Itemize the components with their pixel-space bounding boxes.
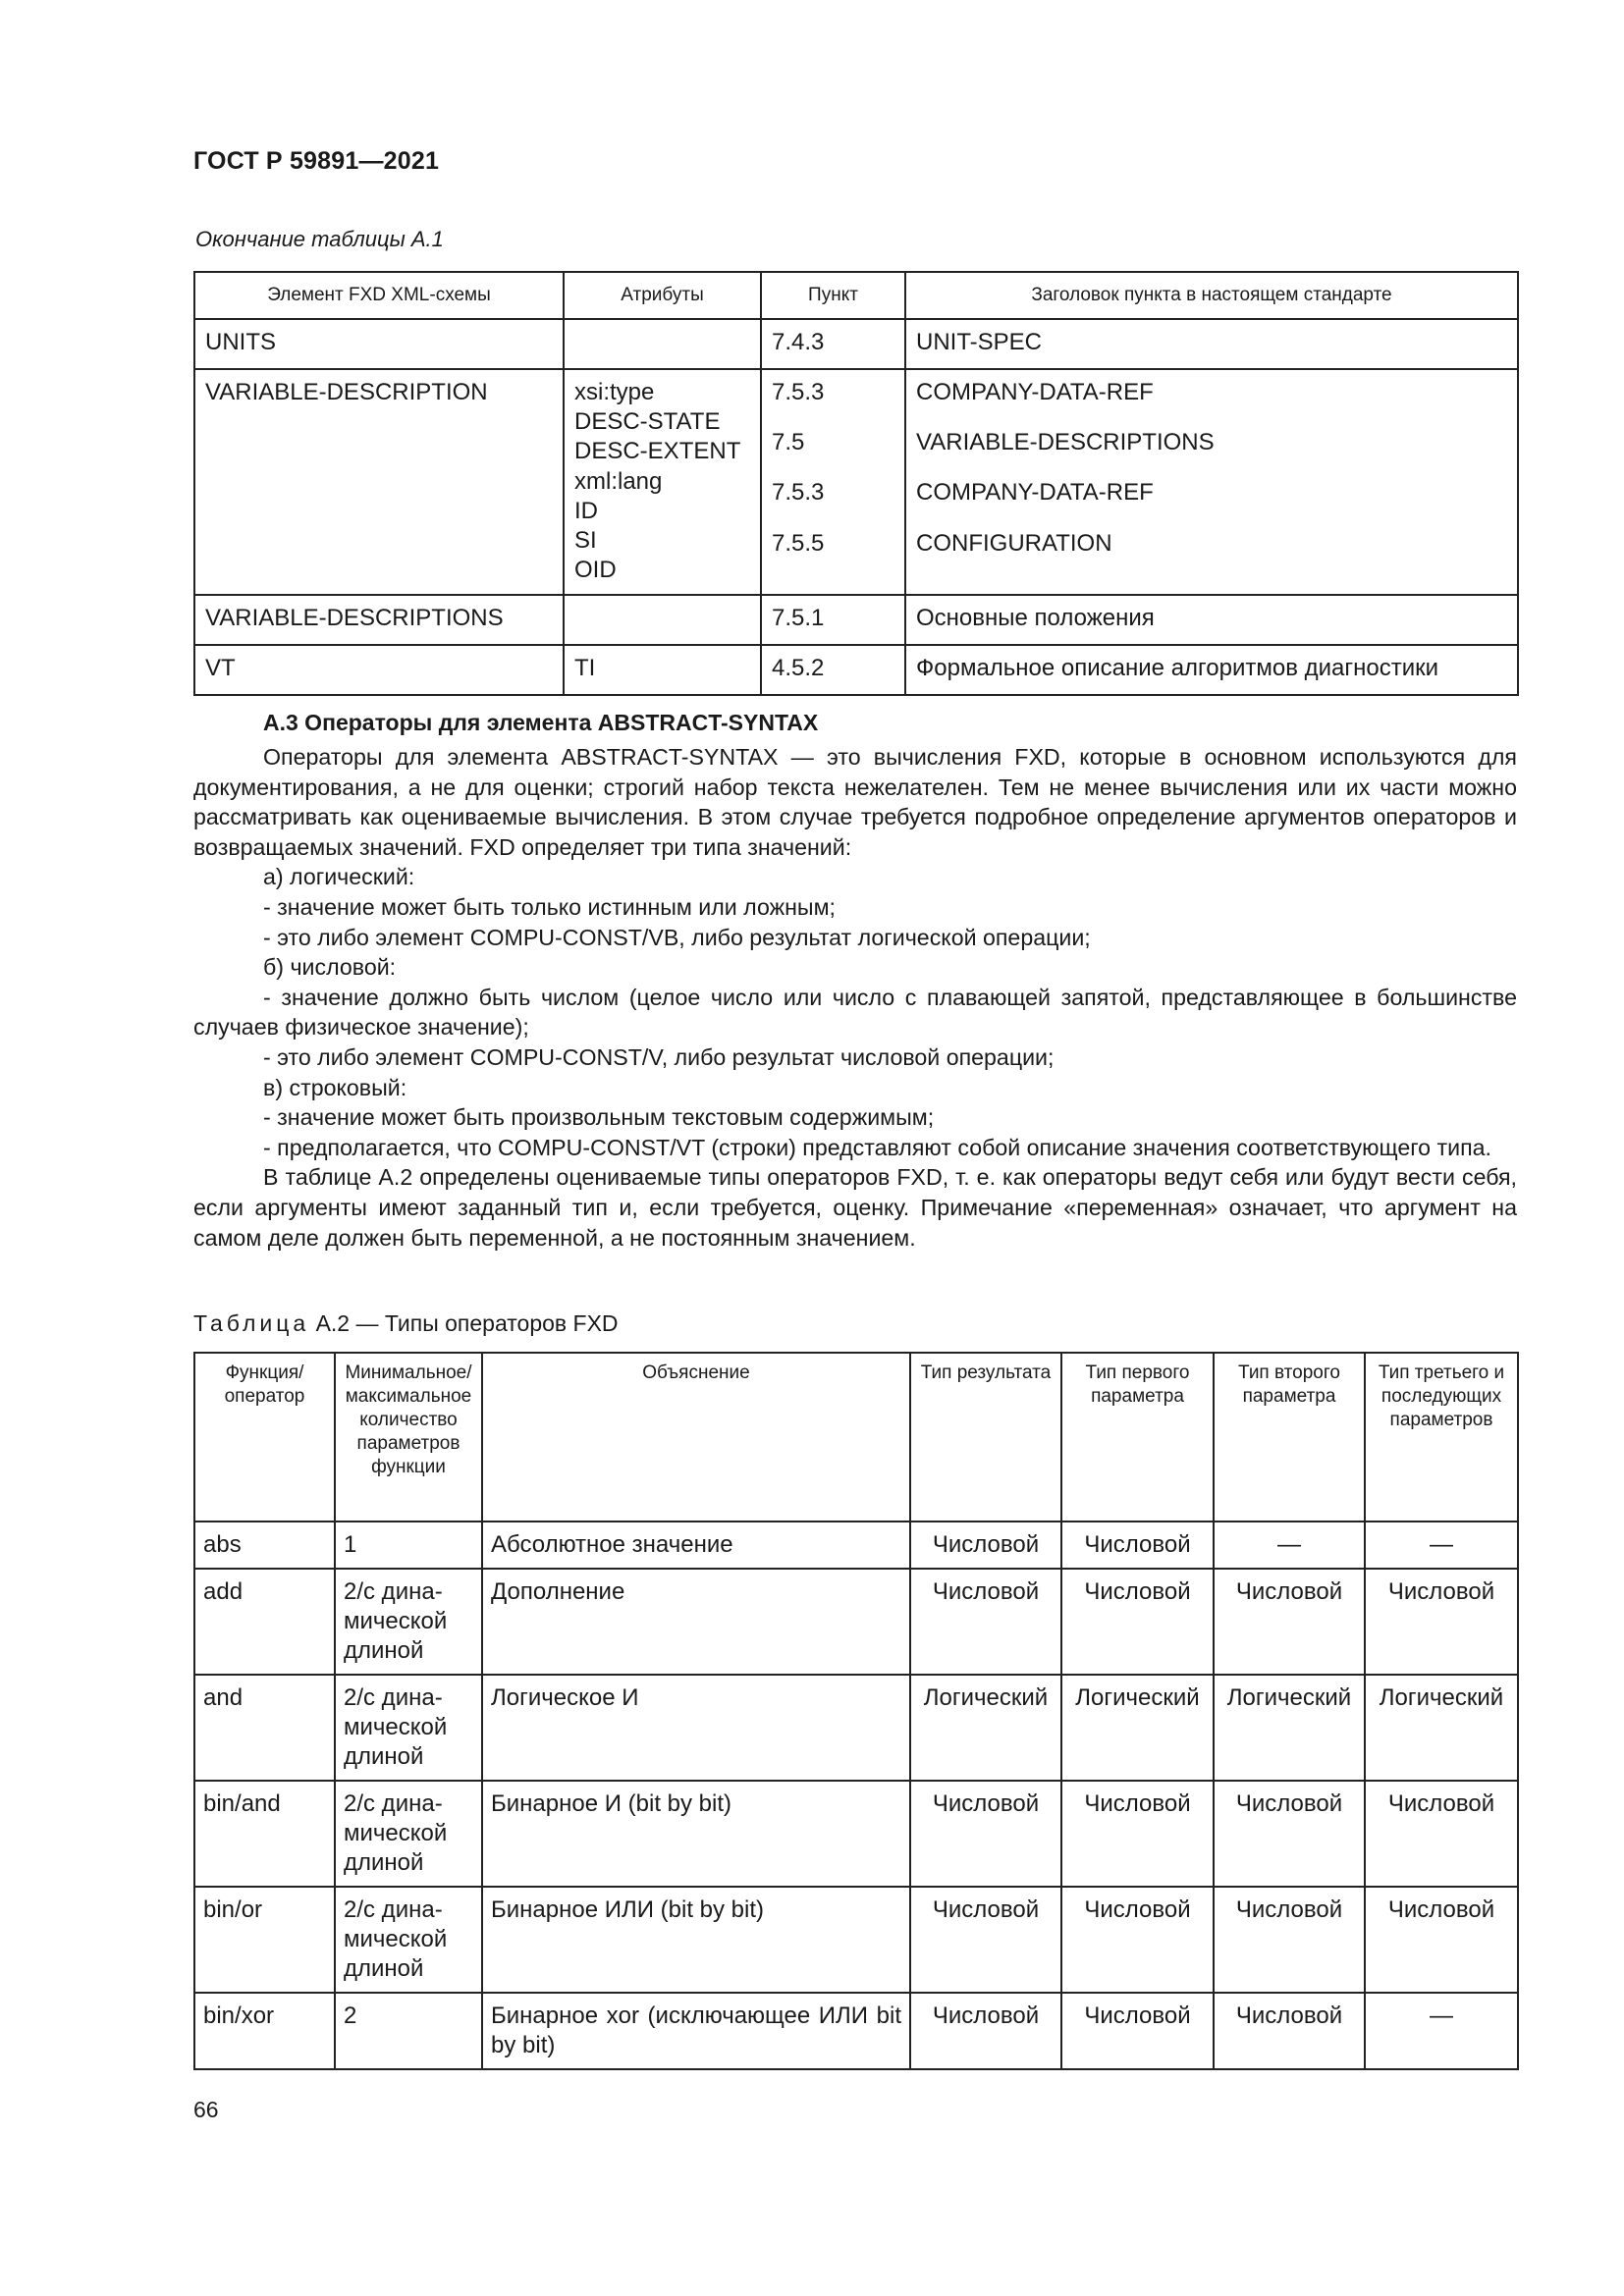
cell-explanation: Дополнение xyxy=(482,1569,910,1675)
table-row xyxy=(194,645,1518,695)
table-cell-title: UNIT-SPEC xyxy=(905,319,1518,369)
cell-param2-type: Числовой xyxy=(1214,1781,1365,1887)
cell-param2-type: Логический xyxy=(1214,1675,1365,1781)
page-number: 66 xyxy=(193,2097,219,2122)
table-cell-element: VT xyxy=(194,645,564,695)
table-cell-clause: 4.5.2 xyxy=(761,645,905,695)
cell-operator: add xyxy=(194,1569,335,1675)
column-header: Минимальное/ максимальное количество параметров функции xyxy=(335,1353,482,1522)
clause-item: 7.5.3 xyxy=(772,479,825,507)
document-id: ГОСТ Р 59891—2021 xyxy=(193,147,440,175)
cell-param1-type: Числовой xyxy=(1061,1993,1214,2069)
column-header: Функция/ оператор xyxy=(194,1353,335,1522)
cell-result-type: Числовой xyxy=(910,1993,1061,2069)
list-item: - значение должно быть числом (целое число или число с плавающей запятой, представляющее в большинстве случаев физическое значение); xyxy=(193,984,1517,1041)
cell-param2-type: Числовой xyxy=(1214,1569,1365,1675)
clause-item: 7.5.5 xyxy=(772,529,825,557)
section-body xyxy=(193,742,1517,1253)
cell-explanation: Бинарное ИЛИ (bit by bit) xyxy=(482,1887,910,1993)
list-item: - предполагается, что COMPU-CONST/VT (строки) представляют собой описание значения соответствующего типа. xyxy=(263,1134,1491,1160)
list-item: - значение может быть произвольным текстовым содержимым; xyxy=(263,1104,935,1131)
cell-param1-type: Числовой xyxy=(1061,1887,1214,1993)
table-cell-title: Формальное описание алгоритмов диагностики xyxy=(905,645,1518,695)
cell-result-type: Числовой xyxy=(910,1522,1061,1569)
table-a1-continuation-caption: Окончание таблицы А.1 xyxy=(195,227,444,251)
cell-explanation: Логическое И xyxy=(482,1675,910,1781)
cell-explanation: Абсолютное значение xyxy=(482,1522,910,1569)
table-cell-title xyxy=(905,369,1518,595)
cell-operator: bin/or xyxy=(194,1887,335,1993)
table-cell-clause: 7.4.3 xyxy=(761,319,905,369)
attr-item: OID xyxy=(574,557,617,584)
cell-param3-type: — xyxy=(1365,1993,1518,2069)
cell-explanation: Бинарное И (bit by bit) xyxy=(482,1781,910,1887)
table-row xyxy=(194,1675,1518,1781)
list-item: - это либо элемент COMPU-CONST/V, либо результат числовой операции; xyxy=(263,1043,1055,1070)
cell-operator: abs xyxy=(194,1522,335,1569)
table-row xyxy=(194,595,1518,645)
clause-item: 7.5.3 xyxy=(772,379,825,405)
table-a2-caption-title: А.2 — Типы операторов FXD xyxy=(315,1310,619,1336)
cell-param1-type: Числовой xyxy=(1061,1781,1214,1887)
table-row xyxy=(194,369,1518,595)
cell-param3-type: Логический xyxy=(1365,1675,1518,1781)
attr-item: DESC-EXTENT xyxy=(574,438,741,465)
attr-item: xml:lang xyxy=(574,467,663,495)
attr-item: SI xyxy=(574,527,597,555)
title-item: COMPANY-DATA-REF xyxy=(916,479,1154,507)
list-item: - это либо элемент COMPU-CONST/VB, либо результат логической операции; xyxy=(263,924,1091,950)
table-cell-title: Основные положения xyxy=(905,595,1518,645)
cell-operator: and xyxy=(194,1675,335,1781)
table-cell-element: VARIABLE-DESCRIPTIONS xyxy=(194,595,564,645)
cell-result-type: Числовой xyxy=(910,1569,1061,1675)
cell-param3-type: Числовой xyxy=(1365,1781,1518,1887)
table-cell-clause xyxy=(761,369,905,595)
table-row xyxy=(194,1887,1518,1993)
clause-item: 7.5 xyxy=(772,429,805,456)
table-a1-header-row xyxy=(194,272,1518,319)
cell-param3-type: Числовой xyxy=(1365,1569,1518,1675)
table-row xyxy=(194,1569,1518,1675)
cell-param1-type: Числовой xyxy=(1061,1569,1214,1675)
cell-param-count: 1 xyxy=(335,1522,482,1569)
cell-param3-type: Числовой xyxy=(1365,1887,1518,1993)
title-item: COMPANY-DATA-REF xyxy=(916,379,1154,405)
table-a1 xyxy=(193,271,1519,696)
title-item: CONFIGURATION xyxy=(916,529,1112,557)
cell-param-count: 2/с динамической длиной xyxy=(335,1781,482,1887)
list-item: а) логический: xyxy=(263,864,415,890)
cell-param3-type: — xyxy=(1365,1522,1518,1569)
table-cell-element: VARIABLE-DESCRIPTION xyxy=(194,369,564,595)
section-heading: А.3 Операторы для элемента ABSTRACT-SYNTAX xyxy=(263,710,819,735)
column-header: Тип результата xyxy=(910,1353,1061,1522)
column-header: Тип третьего и последующих параметров xyxy=(1365,1353,1518,1522)
cell-param2-type: — xyxy=(1214,1522,1365,1569)
column-header: Пункт xyxy=(761,272,905,319)
cell-param1-type: Числовой xyxy=(1061,1522,1214,1569)
table-cell-attrs xyxy=(564,595,761,645)
cell-result-type: Числовой xyxy=(910,1887,1061,1993)
cell-param2-type: Числовой xyxy=(1214,1887,1365,1993)
table-cell-attrs xyxy=(564,319,761,369)
cell-param-count: 2/с динамической длиной xyxy=(335,1569,482,1675)
table-a2 xyxy=(193,1352,1519,2070)
cell-param-count: 2 xyxy=(335,1993,482,2069)
column-header: Заголовок пункта в настоящем стандарте xyxy=(905,272,1518,319)
column-header: Тип первого параметра xyxy=(1061,1353,1214,1522)
list-item: - значение может быть только истинным или ложным; xyxy=(263,893,836,920)
table-cell-clause: 7.5.1 xyxy=(761,595,905,645)
cell-param-count: 2/с динамической длиной xyxy=(335,1675,482,1781)
attr-item: xsi:type xyxy=(574,379,655,405)
cell-operator: bin/and xyxy=(194,1781,335,1887)
list-item: в) строковый: xyxy=(263,1074,407,1100)
attr-item: ID xyxy=(574,497,598,524)
cell-operator: bin/xor xyxy=(194,1993,335,2069)
cell-param-count: 2/с динамической длиной xyxy=(335,1887,482,1993)
table-a2-caption xyxy=(193,1310,619,1337)
table-a2-header-row xyxy=(194,1353,1518,1522)
cell-result-type: Числовой xyxy=(910,1781,1061,1887)
column-header: Элемент FXD XML-схемы xyxy=(194,272,564,319)
list-item: б) числовой: xyxy=(263,954,397,981)
cell-result-type: Логический xyxy=(910,1675,1061,1781)
table-a2-caption-word: Таблица xyxy=(193,1310,310,1336)
table-row xyxy=(194,319,1518,369)
cell-explanation: Бинарное xor (исключающее ИЛИ bit by bit) xyxy=(482,1993,910,2069)
cell-param1-type: Логический xyxy=(1061,1675,1214,1781)
paragraph-intro: Операторы для элемента ABSTRACT-SYNTAX — это вычисления FXD, которые в основном используются для документирования, а не для оценки; строгий набор текста нежелателен. Тем не менее вычисления или их части можно рассматривать как оцениваемые вычисления. В этом случае требуется подробное определение аргументов операторов и возвращаемых значений. FXD определяет три типа значений: xyxy=(193,744,1517,860)
column-header: Тип второго параметра xyxy=(1214,1353,1365,1522)
attr-item: DESC-STATE xyxy=(574,408,721,436)
title-item: VARIABLE-DESCRIPTIONS xyxy=(916,429,1215,456)
table-row xyxy=(194,1781,1518,1887)
paragraph-outro: В таблице А.2 определены оцениваемые типы операторов FXD, т. е. как операторы ведут себя или будут вести себя, если аргументы имеют заданный тип и, если требуется, оценку. Примечание «переменная» означает, что аргумент на самом деле должен быть переменной, а не постоянным значением. xyxy=(193,1164,1517,1251)
table-row xyxy=(194,1993,1518,2069)
cell-param2-type: Числовой xyxy=(1214,1993,1365,2069)
table-cell-element: UNITS xyxy=(194,319,564,369)
column-header: Атрибуты xyxy=(564,272,761,319)
table-cell-attrs xyxy=(564,369,761,595)
table-cell-attrs: TI xyxy=(564,645,761,695)
column-header: Объяснение xyxy=(482,1353,910,1522)
table-row xyxy=(194,1522,1518,1569)
